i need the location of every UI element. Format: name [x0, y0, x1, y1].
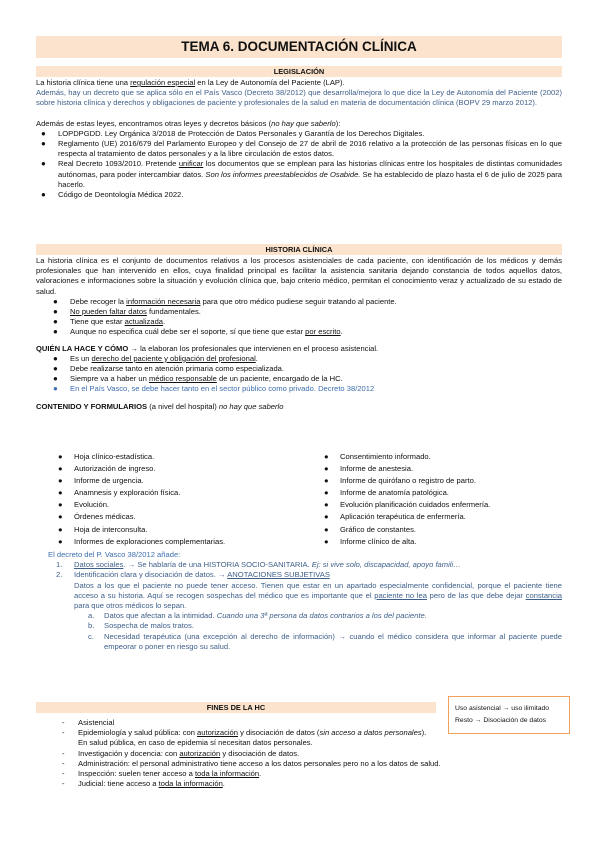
legislacion-intro — [36, 78, 562, 88]
text: constancia — [525, 590, 562, 600]
bullet-icon: ● — [53, 327, 58, 337]
text: por escrito — [305, 327, 341, 337]
text: b. — [88, 621, 95, 631]
text: 2. — [56, 570, 63, 580]
text: Investigación y docencia: con — [78, 748, 180, 758]
formulario-item — [324, 511, 490, 523]
text: para que otros médicos lo sepan. — [74, 601, 187, 611]
bullet-icon: ● — [58, 452, 63, 461]
list-item — [62, 718, 562, 728]
text: pero de las que debe dejar — [426, 590, 526, 600]
text: médico responsable — [148, 374, 217, 384]
formulario-item — [58, 463, 225, 475]
bullet-icon: ● — [58, 464, 63, 474]
list-item — [62, 728, 562, 738]
formulario-item — [58, 475, 225, 487]
text: 1. — [56, 560, 63, 570]
text: En el País Vasco, se debe hacer tanto en el sector público como privado. Decreto 38/2012 — [70, 384, 375, 394]
text: LOPDPGDD. Ley Orgánica 3/2018 de Protección de Datos Personales y Garantía de los Derechos Digitales. — [58, 128, 425, 138]
text: Cuando una 3ª persona da datos contrarios a los del paciente. — [216, 611, 427, 621]
list-item — [48, 317, 562, 327]
text: Epidemiología y salud pública: con — [78, 728, 198, 738]
formulario-label: Anamnesis y exploración física. — [74, 488, 181, 498]
formulario-label: Informe clínico de alta. — [340, 536, 417, 546]
text: . — [222, 779, 225, 789]
formulario-item — [58, 487, 225, 499]
text: ): — [335, 118, 341, 128]
text: Debe recoger la — [70, 296, 127, 306]
decreto-section — [36, 550, 562, 652]
text: . — [259, 769, 262, 779]
text: → la elaboran los profesionales que intervienen en el proceso asistencial. — [128, 343, 379, 353]
historia-bullets — [48, 297, 562, 338]
text: para que otro médico pudiese seguir tratando al paciente. — [200, 296, 397, 306]
dash-icon: - — [62, 728, 65, 738]
contenido-heading — [36, 402, 562, 412]
text: de un paciente, encargado de la HC. — [216, 374, 343, 384]
bullet-icon: ● — [324, 476, 329, 486]
text: unificar — [178, 159, 204, 169]
text: (a nivel del hospital) — [147, 401, 219, 411]
text: La historia clínica tiene una — [36, 78, 131, 87]
bullet-icon: ● — [324, 452, 329, 461]
text: toda la información — [158, 779, 223, 789]
list-item — [62, 769, 562, 779]
quien-bullets — [48, 354, 562, 395]
list-item — [62, 779, 562, 789]
leyes-list — [36, 129, 562, 200]
text: . — [163, 317, 166, 327]
decreto-item-2 — [36, 570, 562, 580]
formulario-label: Informe de quirófano o registro de parto. — [340, 476, 476, 486]
formulario-label: Autorización de ingreso. — [74, 464, 156, 474]
text: Tiene que estar — [70, 317, 125, 327]
bullet-icon: ● — [324, 488, 329, 498]
dash-icon: - — [62, 758, 65, 768]
text: CONTENIDO Y FORMULARIOS — [36, 401, 148, 411]
formulario-label: Órdenes médicas. — [74, 512, 136, 522]
text: Necesidad terapéutica (una excepción al derecho de información) → cuando el médico considera que informar al paciente puede empeorar o poner en riesgo su salud. — [104, 631, 562, 651]
dash-icon: - — [62, 718, 65, 727]
list-item — [48, 354, 562, 364]
text: Administración: el personal administrativo tiene acceso a los datos personales pero no a los datos de salud. — [78, 758, 441, 768]
text: Se ha establecido de plazo hasta el 6 de julio de 2025 para hacerlo. — [58, 169, 562, 189]
text: ANOTACIONES SUBJETIVAS — [227, 570, 330, 580]
uso-note-line2: Resto → Disociación de datos — [455, 717, 547, 724]
formulario-item — [58, 524, 225, 536]
bullet-icon: ● — [41, 159, 46, 169]
text: Código de Deontología Médica 2022. — [58, 190, 184, 200]
formulario-item — [58, 499, 225, 511]
text: no hay que saberlo — [218, 401, 284, 411]
decreto-paragraph: Además, hay un decreto que se aplica sólo en el País Vasco (Decreto 38/2012) que desarrolla/mejora lo que dice la Ley de Autonomía del Paciente (2002) sobre historia clínica y derechos y obligaciones de paciente y profesionales de la salud en materia de documentación clínica (BOPV 29 marzo 2012). — [36, 88, 562, 108]
list-item — [48, 327, 562, 337]
bullet-icon: ● — [53, 384, 58, 394]
decreto-heading: El decreto del P. Vasco 38/2012 añade: — [48, 550, 181, 559]
text: regulación especial — [130, 78, 196, 87]
text: Inspección: suelen tener acceso a — [78, 769, 195, 779]
formulario-label: Hoja de interconsulta. — [74, 524, 148, 534]
text: derecho del paciente y obligación del profesional — [91, 353, 256, 363]
formulario-label: Informe de anatomía patológica. — [340, 488, 449, 498]
text: . — [255, 353, 258, 363]
historia-definition: La historia clínica es el conjunto de documentos relativos a los procesos asistenciales de cada paciente, con identificación de los médicos y demás profesionales que han intervenido en ellos, cuya finalidad principal es facilitar la asistencia sanitaria dejando constancia de todos aquellos datos, valoraciones e informaciones sobre la situación y evolución clínica que, bajo criterio médico, permitan el conocimiento veraz y actualizado de su estado de salud. — [36, 256, 562, 296]
text: y disociación de datos ( — [238, 728, 320, 738]
bullet-icon: ● — [58, 476, 63, 486]
dash-icon: - — [62, 769, 65, 779]
text: no hay que saberlo — [271, 118, 336, 128]
dash-icon: - — [62, 748, 65, 758]
bullet-icon: ● — [41, 139, 46, 149]
text: Identificación clara y disociación de datos. → — [74, 570, 228, 580]
bullet-icon: ● — [53, 296, 58, 306]
formulario-label: Evolución planificación cuidados enfermería. — [340, 500, 491, 510]
formulario-item — [324, 487, 490, 499]
text: Debe realizarse tanto en atención primaria como especializada. — [70, 364, 285, 374]
list-item — [36, 139, 562, 159]
otras-leyes-intro — [36, 119, 562, 129]
subitem-c — [36, 632, 562, 652]
section-header-historia: HISTORIA CLÍNICA — [36, 244, 562, 255]
formulario-item — [324, 536, 490, 548]
formulario-label: Informe de anestesia. — [340, 464, 414, 474]
bullet-icon: ● — [324, 500, 329, 510]
formulario-item — [324, 475, 490, 487]
bullet-icon: ● — [58, 524, 63, 534]
quien-la-hace-heading — [36, 344, 562, 354]
bullet-icon: ● — [324, 464, 329, 474]
text: actualizada — [124, 317, 164, 327]
text: Aunque no especifica cuál debe ser el soporte, sí que tiene que estar — [70, 327, 306, 337]
bullet-icon: ● — [58, 500, 63, 510]
list-item — [48, 297, 562, 307]
list-item — [48, 307, 562, 317]
formulario-label: Hoja clínico-estadística. — [74, 452, 155, 461]
formulario-item — [324, 463, 490, 475]
text: Asistencial — [78, 718, 115, 727]
text: Real Decreto 1093/2010. Pretende — [58, 159, 179, 169]
bullet-icon: ● — [58, 488, 63, 498]
text: Judicial: tiene acceso a — [78, 779, 159, 789]
text: Siempre va a haber un — [70, 374, 149, 384]
text: los documentos que se emplean para las historias clínicas entre los hospitales de distintas comunidades autónomas, para poder intercambiar datos. — [58, 159, 562, 179]
text: toda la información — [194, 769, 260, 779]
formulario-label: Gráfico de constantes. — [340, 524, 416, 534]
text: Sospecha de malos tratos. — [104, 621, 194, 631]
bullet-icon: ● — [41, 128, 46, 138]
formulario-label: Aplicación terapéutica de enfermería. — [340, 512, 466, 522]
text: No pueden faltar datos — [70, 307, 147, 317]
text: a. — [88, 611, 95, 621]
uso-note-line1: Uso asistencial → uso ilimitado — [455, 705, 550, 712]
decreto-item-1 — [36, 560, 562, 570]
formulario-label: Evolución. — [74, 500, 110, 510]
list-item — [62, 759, 562, 769]
dash-icon: - — [62, 779, 65, 789]
historia-section — [36, 256, 562, 412]
formulario-item — [324, 524, 490, 536]
list-item — [48, 384, 562, 394]
text: y disociación de datos. — [220, 748, 300, 758]
formulario-item — [58, 511, 225, 523]
text: información necesaria — [126, 296, 201, 306]
formulario-item — [324, 451, 490, 463]
text: c. — [88, 631, 94, 641]
text: Ej: si vive solo, discapacidad, apoyo famili… — [311, 560, 461, 570]
text: autorización — [179, 748, 221, 758]
legislacion-section — [36, 78, 562, 200]
section-header-fines: FINES DE LA HC — [36, 702, 436, 713]
text: . → Se hablaría de una HISTORIA SOCIO-SANITARIA. — [123, 560, 312, 570]
bullet-icon: ● — [324, 536, 329, 546]
bullet-icon: ● — [53, 317, 58, 327]
text: en la Ley de Autonomía del Paciente (LAP). — [195, 78, 345, 87]
text: Datos sociales — [74, 560, 124, 570]
bullet-icon: ● — [324, 524, 329, 534]
subitem-a — [36, 611, 562, 621]
formulario-item — [58, 451, 225, 463]
fines-list — [62, 718, 562, 789]
list-item — [48, 364, 562, 374]
list-item — [36, 190, 562, 200]
text: Además de estas leyes, encontramos otras leyes y decretos básicos ( — [36, 118, 272, 128]
section-header-legislacion: LEGISLACIÓN — [36, 66, 562, 77]
list-item — [62, 749, 562, 759]
formulario-label: Informe de urgencia. — [74, 476, 144, 486]
formularios-column-right — [324, 451, 490, 548]
text: paciente no lea — [374, 590, 427, 600]
list-item — [36, 129, 562, 139]
bullet-icon: ● — [58, 512, 63, 522]
text: Reglamento (UE) 2016/679 del Parlamento Europeo y del Consejo de 27 de abril de 2016 relativo a la protección de las personas físicas en lo que respecta al tratamiento de datos personales y a la libre circulación de estos datos. — [58, 139, 562, 159]
list-item — [36, 159, 562, 190]
bullet-icon: ● — [53, 307, 58, 317]
bullet-icon: ● — [53, 353, 58, 363]
text: Datos a los que el paciente no puede tener acceso. Tienen que estar en un apartado especialmente confidencial, porque el paciente tiene acceso a su historia. Aquí se recogen sospechas del médico que es importante que el — [74, 580, 562, 600]
text: sin acceso a datos personales — [319, 728, 422, 738]
bullet-icon: ● — [53, 364, 58, 374]
formulario-item — [324, 499, 490, 511]
text: Es un — [70, 353, 92, 363]
text: fundamentales. — [146, 307, 201, 317]
bullet-icon: ● — [58, 536, 63, 546]
text: QUIÉN LA HACE Y CÓMO — [36, 343, 129, 353]
bullet-icon: ● — [53, 374, 58, 384]
text: autorización — [197, 728, 238, 738]
anotaciones-paragraph — [36, 581, 562, 612]
formulario-label: Consentimiento informado. — [340, 452, 431, 461]
text: . — [340, 327, 343, 337]
formulario-label: Informes de exploraciones complementarias. — [74, 536, 226, 546]
formulario-item — [58, 536, 225, 548]
formularios-column-left — [58, 451, 225, 548]
bullet-icon: ● — [324, 512, 329, 522]
bullet-icon: ● — [41, 190, 46, 200]
list-item-continuation: En salud pública, en caso de epidemia sí necesitan datos personales. — [78, 738, 313, 748]
text: Datos que afectan a la intimidad. — [104, 611, 217, 621]
page-title: TEMA 6. DOCUMENTACIÓN CLÍNICA — [36, 36, 562, 58]
list-item — [48, 374, 562, 384]
text: Son los informes preestablecidos de Osabide. — [205, 169, 361, 179]
text: ). — [421, 728, 427, 738]
subitem-b — [36, 621, 562, 631]
